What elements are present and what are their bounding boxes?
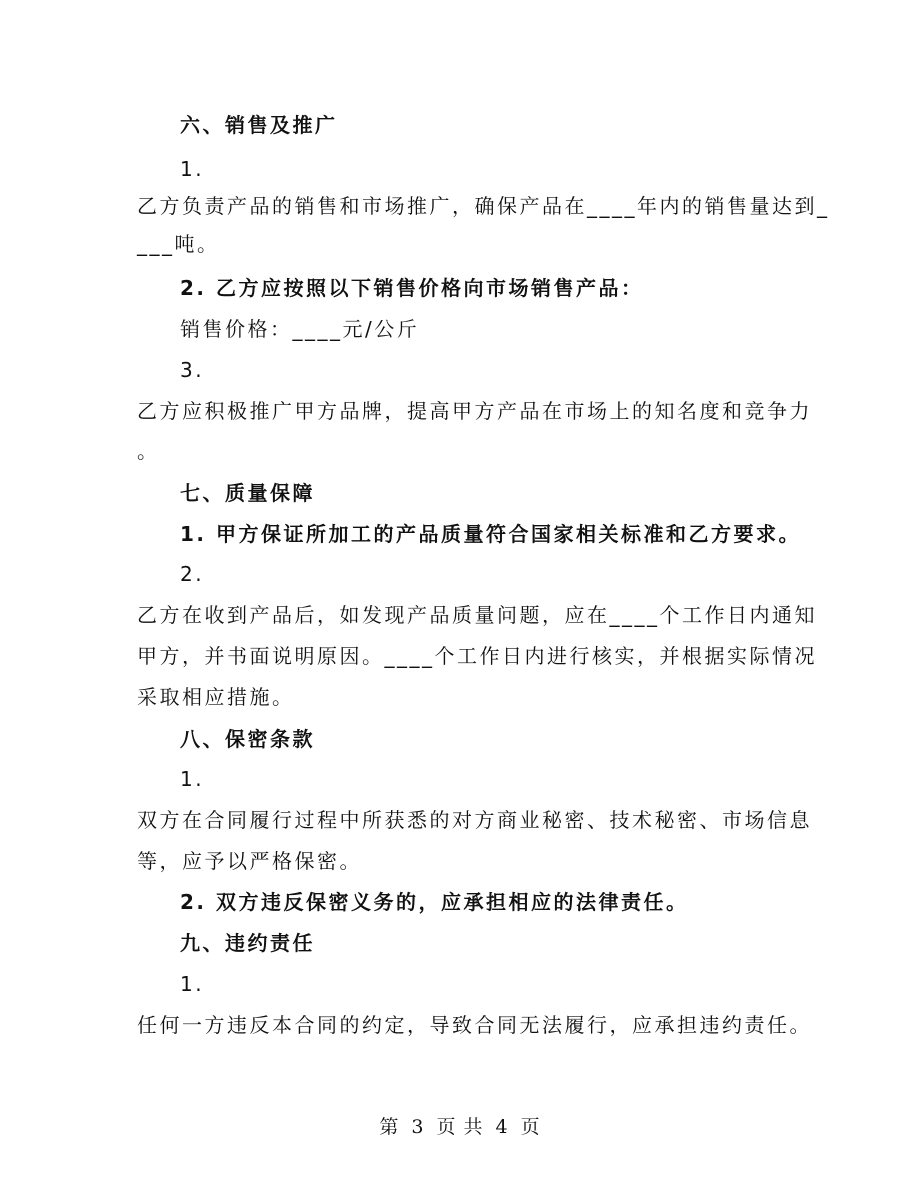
section-8-item-2: 2. 双方违反保密义务的，应承担相应的法律责任。: [180, 890, 689, 914]
section-7-item-2-text-line-2: 甲方，并书面说明原因。____个工作日内进行核实，并根据实际情况: [137, 644, 817, 668]
section-6-price-line: 销售价格：____元/公斤: [180, 317, 420, 341]
section-6-item-1-text-line-2: ___吨。: [137, 232, 220, 256]
section-8-item-1-text-line-1: 双方在合同履行过程中所获悉的对方商业秘密、技术秘密、市场信息: [137, 808, 812, 832]
section-6-item-3-text-line-1: 乙方应积极推广甲方品牌，提高甲方产品在市场上的知名度和竞争力: [137, 399, 812, 423]
section-7-item-1: 1. 甲方保证所加工的产品质量符合国家相关标准和乙方要求。: [180, 522, 801, 546]
footer-current-page: 3: [411, 1116, 425, 1138]
footer-suffix: 页: [520, 1116, 541, 1138]
section-7-heading: 七、质量保障: [180, 481, 315, 505]
section-8-heading: 八、保密条款: [180, 727, 315, 751]
section-6-heading: 六、销售及推广: [180, 113, 338, 137]
section-8-item-1-number: 1.: [180, 767, 205, 791]
section-9-item-1-number: 1.: [180, 972, 205, 996]
section-6-item-1-number: 1.: [180, 157, 205, 181]
footer-prefix: 第: [379, 1116, 400, 1138]
section-8-item-1-text-line-2: 等，应予以严格保密。: [137, 849, 362, 873]
section-9-item-1-text-line-1: 任何一方违反本合同的约定，导致合同无法履行，应承担违约责任。: [137, 1013, 812, 1037]
section-6-item-3-text-line-2: 。: [137, 439, 160, 463]
section-9-heading: 九、违约责任: [180, 931, 315, 955]
section-7-item-2-number: 2.: [180, 562, 205, 586]
section-6-item-3-number: 3.: [180, 358, 205, 382]
section-6-item-1-text-line-1: 乙方负责产品的销售和市场推广，确保产品在____年内的销售量达到_: [137, 194, 830, 218]
section-7-item-2-text-line-3: 采取相应措施。: [137, 685, 295, 709]
section-7-item-2-text-line-1: 乙方在收到产品后，如发现产品质量问题，应在____个工作日内通知: [137, 603, 817, 627]
footer-total-pages: 4: [495, 1116, 509, 1138]
footer-middle: 页 共: [436, 1116, 484, 1138]
page-footer: [0, 1112, 920, 1139]
section-6-item-2: 2. 乙方应按照以下销售价格向市场销售产品：: [180, 276, 644, 300]
